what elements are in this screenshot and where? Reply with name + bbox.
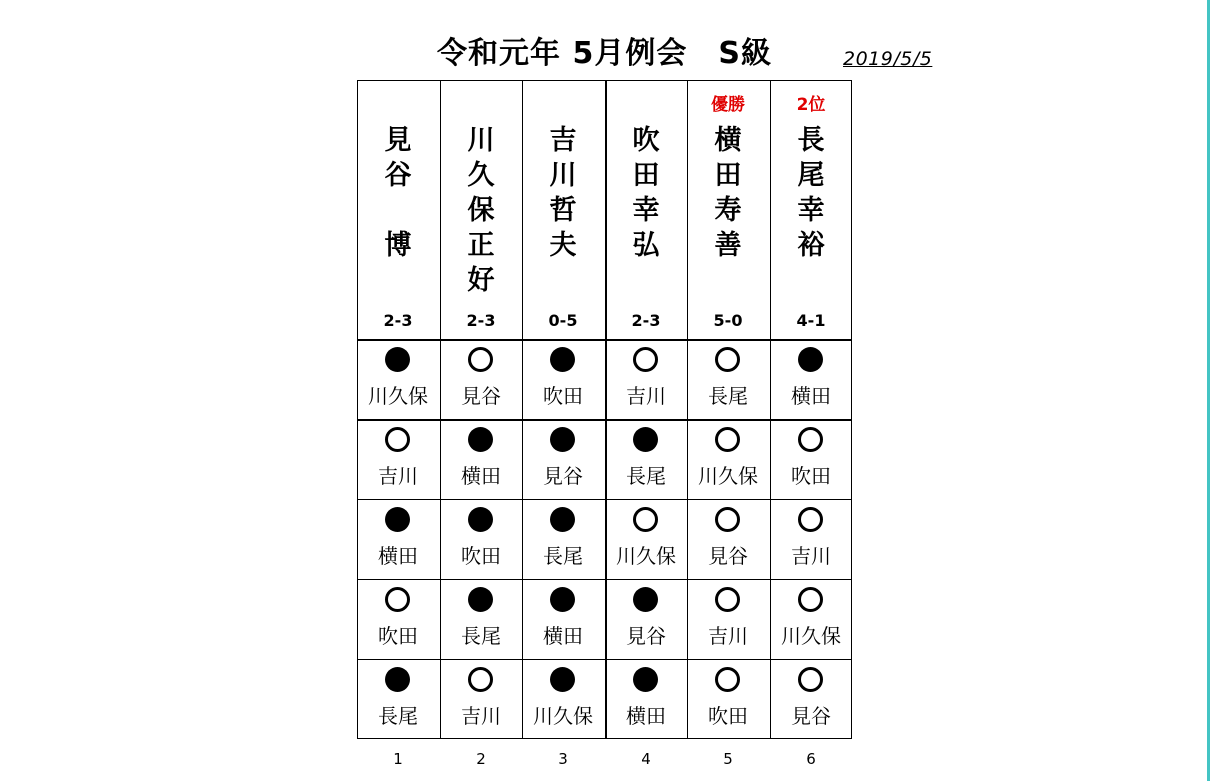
- opponent-name: 見谷: [791, 704, 831, 728]
- column-number: 5: [723, 750, 733, 768]
- loss-dot-icon: [468, 587, 493, 612]
- win-circle-icon: [385, 587, 410, 612]
- player-name-char: 見: [384, 125, 412, 156]
- loss-dot-icon: [550, 667, 575, 692]
- player-name-char: 夫: [549, 230, 577, 261]
- opponent-name: 横田: [791, 384, 831, 408]
- game-cell: [770, 339, 852, 419]
- game-cell: [522, 579, 604, 659]
- loss-dot-icon: [633, 587, 658, 612]
- player-name-char: 幸: [632, 195, 660, 226]
- win-circle-icon: [715, 427, 740, 452]
- opponent-name: 川久保: [781, 624, 841, 648]
- opponent-name: 長尾: [708, 384, 748, 408]
- loss-dot-icon: [468, 427, 493, 452]
- game-cell: [687, 339, 769, 419]
- win-circle-icon: [633, 507, 658, 532]
- opponent-name: 吹田: [378, 624, 418, 648]
- game-cell: [770, 499, 852, 579]
- player-name-char: 好: [467, 265, 495, 296]
- loss-dot-icon: [550, 427, 575, 452]
- column-number: 1: [393, 750, 403, 768]
- loss-dot-icon: [798, 347, 823, 372]
- loss-dot-icon: [633, 427, 658, 452]
- date-label: 2019/5/5: [843, 48, 933, 70]
- player-name-char: 正: [467, 230, 495, 261]
- opponent-name: 見谷: [708, 544, 748, 568]
- player-name-char: 哲: [549, 195, 577, 226]
- win-circle-icon: [798, 587, 823, 612]
- opponent-name: 吉川: [791, 544, 831, 568]
- win-circle-icon: [798, 667, 823, 692]
- player-name-char: 田: [714, 160, 742, 191]
- column-number: 2: [476, 750, 486, 768]
- win-circle-icon: [633, 347, 658, 372]
- win-loss-record: 0-5: [548, 311, 578, 330]
- opponent-name: 吉川: [626, 384, 666, 408]
- game-cell: [522, 499, 604, 579]
- loss-dot-icon: [550, 347, 575, 372]
- opponent-name: 長尾: [626, 464, 666, 488]
- win-loss-record: 4-1: [796, 311, 826, 330]
- opponent-name: 吉川: [378, 464, 418, 488]
- opponent-name: 川久保: [698, 464, 758, 488]
- page-title: 令和元年 5月例会 S級: [437, 36, 772, 71]
- game-cell: [522, 419, 604, 499]
- opponent-name: 長尾: [378, 704, 418, 728]
- opponent-name: 見谷: [626, 624, 666, 648]
- opponent-name: 長尾: [461, 624, 501, 648]
- game-cell: [687, 499, 769, 579]
- game-cell: [357, 659, 439, 739]
- game-cell: [605, 579, 687, 659]
- window-right-border: [1207, 0, 1210, 781]
- opponent-name: 吹田: [791, 464, 831, 488]
- player-name-char: 川: [549, 160, 577, 191]
- opponent-name: 吹田: [543, 384, 583, 408]
- player-header: [440, 80, 522, 339]
- player-name-char: 博: [384, 230, 412, 261]
- win-circle-icon: [798, 507, 823, 532]
- game-cell: [770, 579, 852, 659]
- award-label: 2位: [796, 95, 826, 115]
- opponent-name: 横田: [626, 704, 666, 728]
- player-name-char: 田: [632, 160, 660, 191]
- game-cell: [440, 659, 522, 739]
- win-loss-record: 5-0: [713, 311, 743, 330]
- game-cell: [522, 659, 604, 739]
- game-cell: [605, 419, 687, 499]
- win-circle-icon: [715, 507, 740, 532]
- award-label: 優勝: [711, 95, 745, 115]
- column-number: 4: [641, 750, 651, 768]
- win-loss-record: 2-3: [383, 311, 413, 330]
- player-name-char: 久: [467, 160, 495, 191]
- player-name-char: 長: [797, 125, 825, 156]
- loss-dot-icon: [468, 507, 493, 532]
- opponent-name: 横田: [378, 544, 418, 568]
- player-header: [687, 80, 769, 339]
- opponent-name: 川久保: [533, 704, 593, 728]
- game-cell: [440, 419, 522, 499]
- loss-dot-icon: [385, 347, 410, 372]
- game-cell: [357, 579, 439, 659]
- loss-dot-icon: [633, 667, 658, 692]
- win-loss-record: 2-3: [466, 311, 496, 330]
- player-name-char: 横: [714, 125, 742, 156]
- opponent-name: 見谷: [461, 384, 501, 408]
- player-name-char: 谷: [384, 160, 412, 191]
- game-cell: [440, 579, 522, 659]
- player-header: [605, 80, 687, 339]
- game-cell: [605, 339, 687, 419]
- player-name-char: 裕: [797, 230, 825, 261]
- win-circle-icon: [468, 667, 493, 692]
- opponent-name: 長尾: [543, 544, 583, 568]
- loss-dot-icon: [385, 667, 410, 692]
- win-loss-record: 2-3: [631, 311, 661, 330]
- win-circle-icon: [385, 427, 410, 452]
- player-name-char: 保: [467, 195, 495, 226]
- player-name-char: 吉: [549, 125, 577, 156]
- opponent-name: 川久保: [616, 544, 676, 568]
- loss-dot-icon: [550, 587, 575, 612]
- win-circle-icon: [715, 587, 740, 612]
- loss-dot-icon: [550, 507, 575, 532]
- game-cell: [770, 659, 852, 739]
- game-cell: [687, 419, 769, 499]
- win-circle-icon: [715, 347, 740, 372]
- game-cell: [770, 419, 852, 499]
- player-header: [770, 80, 852, 339]
- loss-dot-icon: [385, 507, 410, 532]
- game-cell: [357, 499, 439, 579]
- player-name-char: 弘: [632, 230, 660, 261]
- opponent-name: 横田: [543, 624, 583, 648]
- player-name-char: 吹: [632, 125, 660, 156]
- player-name-char: 尾: [797, 160, 825, 191]
- player-name-char: 幸: [797, 195, 825, 226]
- column-number: 6: [806, 750, 816, 768]
- opponent-name: 川久保: [368, 384, 428, 408]
- game-cell: [357, 419, 439, 499]
- win-circle-icon: [715, 667, 740, 692]
- opponent-name: 吹田: [461, 544, 501, 568]
- player-name-char: 善: [714, 230, 742, 261]
- opponent-name: 吉川: [461, 704, 501, 728]
- game-cell: [687, 659, 769, 739]
- game-cell: [605, 659, 687, 739]
- game-cell: [357, 339, 439, 419]
- player-header: [357, 80, 439, 339]
- win-circle-icon: [798, 427, 823, 452]
- game-cell: [440, 339, 522, 419]
- game-cell: [605, 499, 687, 579]
- opponent-name: 吉川: [708, 624, 748, 648]
- game-cell: [522, 339, 604, 419]
- game-cell: [440, 499, 522, 579]
- win-circle-icon: [468, 347, 493, 372]
- column-number: 3: [558, 750, 568, 768]
- opponent-name: 吹田: [708, 704, 748, 728]
- player-name-char: 寿: [714, 195, 742, 226]
- game-cell: [687, 579, 769, 659]
- player-name-char: 川: [467, 125, 495, 156]
- player-header: [522, 80, 604, 339]
- opponent-name: 横田: [461, 464, 501, 488]
- opponent-name: 見谷: [543, 464, 583, 488]
